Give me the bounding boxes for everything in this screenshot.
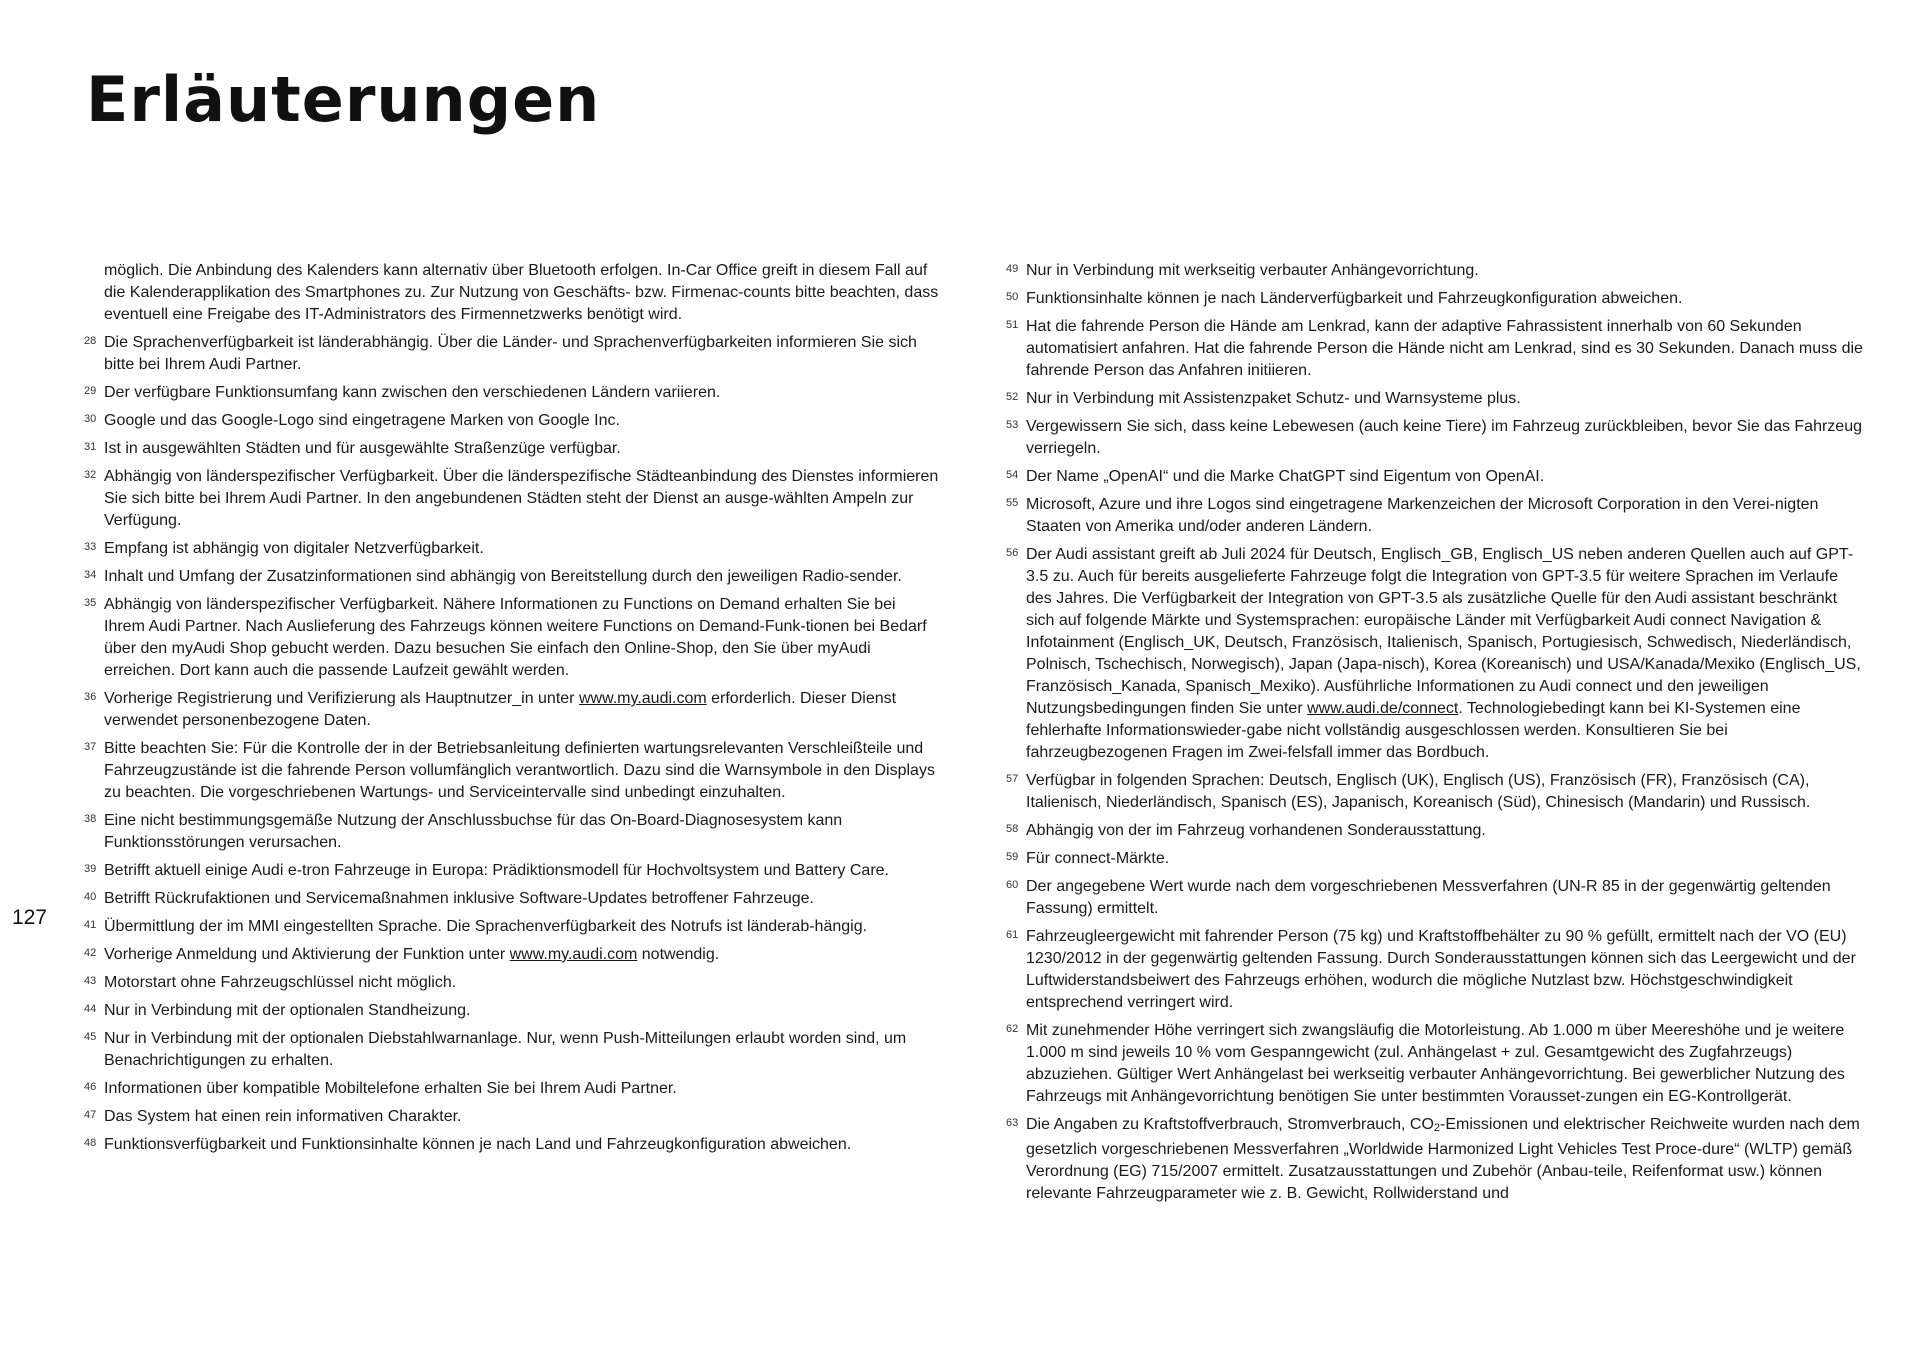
footnote-number: 41 — [84, 919, 97, 931]
footnote-number: 55 — [1006, 497, 1019, 509]
footnote-number: 53 — [1006, 419, 1019, 431]
footnote-51 — [1006, 316, 1864, 382]
footnote-number: 56 — [1006, 547, 1019, 559]
footnote-text-part: Der Audi assistant greift ab Juli 2024 für Deutsch, Englisch_GB, Englisch_US neben anderen Quellen auch auf GPT-3.5 zu. Auch für bereits ausgelieferte Fahrzeuge folgt die Integration von GPT-3.5 für weitere Sprachen im Verlaufe des Jahres. Die Verfügbarkeit der Integration von GPT-3.5 als zusätzliche Quelle für den Audi assistant beschränkt sich auf folgende Märkte und Systemsprachen: europäische Länder mit Verfügbarkeit Audi connect Navigation & Infotainment (Englisch_UK, Deutsch, Französisch, Italienisch, Spanisch, Portugiesisch, Schwedisch, Niederländisch, Polnisch, Tschechisch, Norwegisch), Japan (Japa-nisch), Korea (Koreanisch) und USA/Kanada/Mexiko (Englisch_US, Französisch_Kanada, Spanisch_Mexiko). Ausführliche Informationen zu Audi connect und den jeweiligen Nutzungsbedingungen finden Sie unter — [1026, 546, 1861, 717]
footnote-text: Vergewissern Sie sich, dass keine Lebewesen (auch keine Tiere) im Fahrzeug zurückbleiben, bevor Sie das Fahrzeug verriegeln. — [1026, 418, 1862, 457]
footnote-number: 61 — [1006, 929, 1019, 941]
footnote-text-part: Vorherige Anmeldung und Aktivierung der Funktion unter — [104, 946, 510, 963]
footnote-number: 54 — [1006, 469, 1019, 481]
footnote-38 — [84, 810, 940, 854]
footnote-text: Funktionsverfügbarkeit und Funktionsinhalte können je nach Land und Fahrzeugkonfiguration abweichen. — [104, 1136, 852, 1153]
footnote-text-part: . Technologiebedingt kann bei KI-Systemen eine fehlerhafte Informationswieder-gabe nicht vollständig ausgeschlossen werden. Konsultieren Sie bei fahrzeugbezogenen Fragen im Zwei-felsfall immer das Bordbuch. — [1026, 700, 1801, 761]
footnote-text: Betrifft Rückrufaktionen und Servicemaßnahmen inklusive Software-Updates betroffener Fahrzeuge. — [104, 890, 814, 907]
footnote-number: 28 — [84, 335, 97, 347]
footnote-text — [1026, 546, 1861, 761]
footnote-61 — [1006, 926, 1864, 1014]
footnote-number: 59 — [1006, 851, 1019, 863]
footnote-text: Das System hat einen rein informativen Charakter. — [104, 1108, 462, 1125]
footnote-number: 38 — [84, 813, 97, 825]
subscript: 2 — [1433, 1122, 1441, 1134]
footnote-text: Betrifft aktuell einige Audi e-tron Fahrzeuge in Europa: Prädiktionsmodell für Hochvoltsystem und Battery Care. — [104, 862, 889, 879]
footnote-number: 43 — [84, 975, 97, 987]
footnote-45 — [84, 1028, 940, 1072]
footnote-number: 57 — [1006, 773, 1019, 785]
footnote-text-part: -Emissionen und elektrischer Reichweite wurden nach dem gesetzlich vorgeschriebenen Messverfahren „Worldwide Harmonized Light Vehicles Test Proce-dure“ (WLTP) gemäß Verordnung (EG) 715/2007 ermittelt. Zusatzausstattungen und Zubehör (Anbau-teile, Reifenformat usw.) können relevante Fahrzeugparameter wie z. B. Gewicht, Rollwiderstand und — [1026, 1116, 1860, 1202]
footnote-text: Der angegebene Wert wurde nach dem vorgeschriebenen Messverfahren (UN-R 85 in der gegenwärtig geltenden Fassung) ermittelt. — [1026, 878, 1831, 917]
footnote-text-part: notwendig. — [637, 946, 720, 963]
footnote-text: Empfang ist abhängig von digitaler Netzverfügbarkeit. — [104, 540, 484, 557]
footnote-link[interactable]: www.my.audi.com — [578, 690, 707, 707]
footnote-text: Abhängig von der im Fahrzeug vorhandenen Sonderausstattung. — [1026, 822, 1486, 839]
footnote-57 — [1006, 770, 1864, 814]
footnote-number: 45 — [84, 1031, 97, 1043]
page-number: 127 — [12, 906, 48, 929]
page-title: Erläuterungen — [86, 63, 601, 136]
footnote-59 — [1006, 848, 1864, 870]
footnote-text: Google und das Google-Logo sind eingetragene Marken von Google Inc. — [104, 412, 620, 429]
footnote-35 — [84, 594, 940, 682]
footnote-number: 42 — [84, 947, 97, 959]
footnote-52 — [1006, 388, 1864, 410]
footnote-37 — [84, 738, 940, 804]
footnote-31 — [84, 438, 940, 460]
footnote-number: 62 — [1006, 1023, 1019, 1035]
footnote-58 — [1006, 820, 1864, 842]
footnote-49 — [1006, 260, 1864, 282]
footnote-41 — [84, 916, 940, 938]
footnote-text: Nur in Verbindung mit werkseitig verbauter Anhängevorrichtung. — [1026, 262, 1479, 279]
footnote-number: 51 — [1006, 319, 1019, 331]
footnote-text: Inhalt und Umfang der Zusatzinformationen sind abhängig von Bereitstellung durch den jeweiligen Radio-sender. — [104, 568, 902, 585]
left-column — [84, 260, 940, 1162]
footnote-number: 29 — [84, 385, 97, 397]
footnote-30 — [84, 410, 940, 432]
footnote-number: 46 — [84, 1081, 97, 1093]
footnote-text: Ist in ausgewählten Städten und für ausgewählte Straßenzüge verfügbar. — [104, 440, 621, 457]
footnote-text: Der verfügbare Funktionsumfang kann zwischen den verschiedenen Ländern variieren. — [104, 384, 721, 401]
footnote-text: Funktionsinhalte können je nach Länderverfügbarkeit und Fahrzeugkonfiguration abweichen. — [1026, 290, 1683, 307]
footnote-number: 34 — [84, 569, 97, 581]
footnote-number: 44 — [84, 1003, 97, 1015]
footnote-48 — [84, 1134, 940, 1156]
footnote-33 — [84, 538, 940, 560]
footnote-56 — [1006, 544, 1864, 764]
footnote-number: 32 — [84, 469, 97, 481]
footnote-text: Nur in Verbindung mit Assistenzpaket Schutz- und Warnsysteme plus. — [1026, 390, 1521, 407]
footnote-continuation — [84, 260, 940, 326]
footnote-text — [1026, 1116, 1860, 1202]
footnote-text: Abhängig von länderspezifischer Verfügbarkeit. Nähere Informationen zu Functions on Demand erhalten Sie bei Ihrem Audi Partner. Nach Auslieferung des Fahrzeugs können weitere Functions on Demand-Funk-tionen bei Bedarf über den myAudi Shop gebucht werden. Dazu besuchen Sie einfach den Online-Shop, den Sie über myAudi erreichen. Dort kann auch die passende Laufzeit gewählt werden. — [104, 596, 927, 679]
footnote-42 — [84, 944, 940, 966]
footnote-50 — [1006, 288, 1864, 310]
footnote-number: 36 — [84, 691, 97, 703]
footnote-text — [104, 946, 719, 963]
footnote-text: Nur in Verbindung mit der optionalen Diebstahlwarnanlage. Nur, wenn Push-Mitteilungen erlaubt worden sind, um Benachrichtigungen zu erhalten. — [104, 1030, 907, 1069]
footnote-number: 52 — [1006, 391, 1019, 403]
footnote-text: Mit zunehmender Höhe verringert sich zwangsläufig die Motorleistung. Ab 1.000 m über Meereshöhe und je weitere 1.000 m sind jeweils 10 % vom Gespanngewicht (zul. Anhängelast + zul. Gesamtgewicht des Zugfahrzeugs) abzuziehen. Gültiger Wert Anhängelast bei werkseitig verbauter Anhängevorrichtung. Bei gewerblicher Nutzung des Fahrzeugs mit Anhängevorrichtung benötigen Sie unter bestimmten Vorausset-zungen ein EG-Kontrollgerät. — [1026, 1022, 1845, 1105]
footnote-number: 30 — [84, 413, 97, 425]
footnote-text: Verfügbar in folgenden Sprachen: Deutsch, Englisch (UK), Englisch (US), Französisch (FR), Französisch (CA), Italienisch, Niederländisch, Spanisch (ES), Japanisch, Koreanisch (Süd), Chinesisch (Mandarin) und Russisch. — [1026, 772, 1811, 811]
footnote-62 — [1006, 1020, 1864, 1108]
footnote-text-part: Vorherige Registrierung und Verifizierung als Hauptnutzer_in unter — [104, 690, 579, 707]
footnote-text: Hat die fahrende Person die Hände am Lenkrad, kann der adaptive Fahrassistent innerhalb von 60 Sekunden automatisiert anfahren. Hat die fahrende Person die Hände nicht am Lenkrad, sind es 30 Sekunden. Danach muss die fahrende Person das Anfahren initiieren. — [1026, 318, 1863, 379]
footnote-number: 35 — [84, 597, 97, 609]
footnote-28 — [84, 332, 940, 376]
footnote-60 — [1006, 876, 1864, 920]
footnote-text: möglich. Die Anbindung des Kalenders kann alternativ über Bluetooth erfolgen. In-Car Office greift in diesem Fall auf die Kalenderapplikation des Smartphones zu. Zur Nutzung von Geschäfts- bzw. Firmenac-counts bitte beachten, dass eventuell eine Freigabe des IT-Administrators des Firmennetzwerks benötigt wird. — [104, 262, 939, 323]
footnote-40 — [84, 888, 940, 910]
footnote-text: Die Sprachenverfügbarkeit ist länderabhängig. Über die Länder- und Sprachenverfügbarkeiten informieren Sie sich bitte bei Ihrem Audi Partner. — [104, 334, 917, 373]
footnote-number: 47 — [84, 1109, 97, 1121]
footnote-number: 50 — [1006, 291, 1019, 303]
footnote-text: Eine nicht bestimmungsgemäße Nutzung der Anschlussbuchse für das On-Board-Diagnosesystem kann Funktionsstörungen verursachen. — [104, 812, 843, 851]
footnote-32 — [84, 466, 940, 532]
footnote-text: Für connect-Märkte. — [1026, 850, 1170, 867]
footnote-text: Nur in Verbindung mit der optionalen Standheizung. — [104, 1002, 471, 1019]
footnote-number: 58 — [1006, 823, 1019, 835]
footnote-number: 49 — [1006, 263, 1019, 275]
footnote-link[interactable]: www.my.audi.com — [509, 946, 638, 963]
right-column — [1006, 260, 1864, 1211]
footnote-text: Bitte beachten Sie: Für die Kontrolle der in der Betriebsanleitung definierten wartungsrelevanten Verschleißteile und Fahrzeugzustände ist die fahrende Person vollumfänglich verantwortlich. Dazu sind die Warnsymbole in den Displays zu beachten. Die vorgeschriebenen Wartungs- und Serviceintervalle sind unbedingt einzuhalten. — [104, 740, 935, 801]
footnote-text — [104, 690, 896, 729]
footnote-number: 31 — [84, 441, 97, 453]
footnote-44 — [84, 1000, 940, 1022]
footnote-39 — [84, 860, 940, 882]
footnote-text: Informationen über kompatible Mobiltelefone erhalten Sie bei Ihrem Audi Partner. — [104, 1080, 677, 1097]
footnote-47 — [84, 1106, 940, 1128]
footnote-text: Microsoft, Azure und ihre Logos sind eingetragene Markenzeichen der Microsoft Corporation in den Verei-nigten Staaten von Amerika und/oder anderen Ländern. — [1026, 496, 1819, 535]
footnote-text: Fahrzeugleergewicht mit fahrender Person (75 kg) und Kraftstoffbehälter zu 90 % gefüllt, ermittelt nach der VO (EU) 1230/2012 in der gegenwärtig geltenden Fassung. Durch Sonderausstattungen können sich das Leergewicht und der Luftwiderstandsbeiwert des Fahrzeugs erhöhen, wodurch die mögliche Nutzlast bzw. Höchstgeschwindigkeit entsprechend verringert wird. — [1026, 928, 1856, 1011]
footnote-link[interactable]: www.audi.de/connect — [1307, 700, 1459, 717]
footnote-55 — [1006, 494, 1864, 538]
footnote-number: 48 — [84, 1137, 97, 1149]
footnote-text: Der Name „OpenAI“ und die Marke ChatGPT sind Eigentum von OpenAI. — [1026, 468, 1545, 485]
footnote-number: 63 — [1006, 1117, 1019, 1129]
footnote-text-part: Die Angaben zu Kraftstoffverbrauch, Stromverbrauch, CO — [1026, 1116, 1434, 1133]
footnote-text: Motorstart ohne Fahrzeugschlüssel nicht möglich. — [104, 974, 457, 991]
footnote-53 — [1006, 416, 1864, 460]
footnote-number: 37 — [84, 741, 97, 753]
footnote-43 — [84, 972, 940, 994]
footnote-number: 60 — [1006, 879, 1019, 891]
footnote-number: 39 — [84, 863, 97, 875]
footnote-36 — [84, 688, 940, 732]
footnote-text-part: erforderlich. Dieser Dienst verwendet personenbezogene Daten. — [104, 690, 897, 729]
footnote-34 — [84, 566, 940, 588]
footnote-54 — [1006, 466, 1864, 488]
footnote-number: 33 — [84, 541, 97, 553]
footnote-29 — [84, 382, 940, 404]
footnote-number: 40 — [84, 891, 97, 903]
footnote-text: Abhängig von länderspezifischer Verfügbarkeit. Über die länderspezifische Städteanbindung des Dienstes informieren Sie sich bitte bei Ihrem Audi Partner. In den angebundenen Städten steht der Dienst an ausge-wählten Ampeln zur Verfügung. — [104, 468, 939, 529]
footnote-text: Übermittlung der im MMI eingestellten Sprache. Die Sprachenverfügbarkeit des Notrufs ist länderab-hängig. — [104, 918, 868, 935]
footnote-63 — [1006, 1114, 1864, 1205]
footnote-46 — [84, 1078, 940, 1100]
